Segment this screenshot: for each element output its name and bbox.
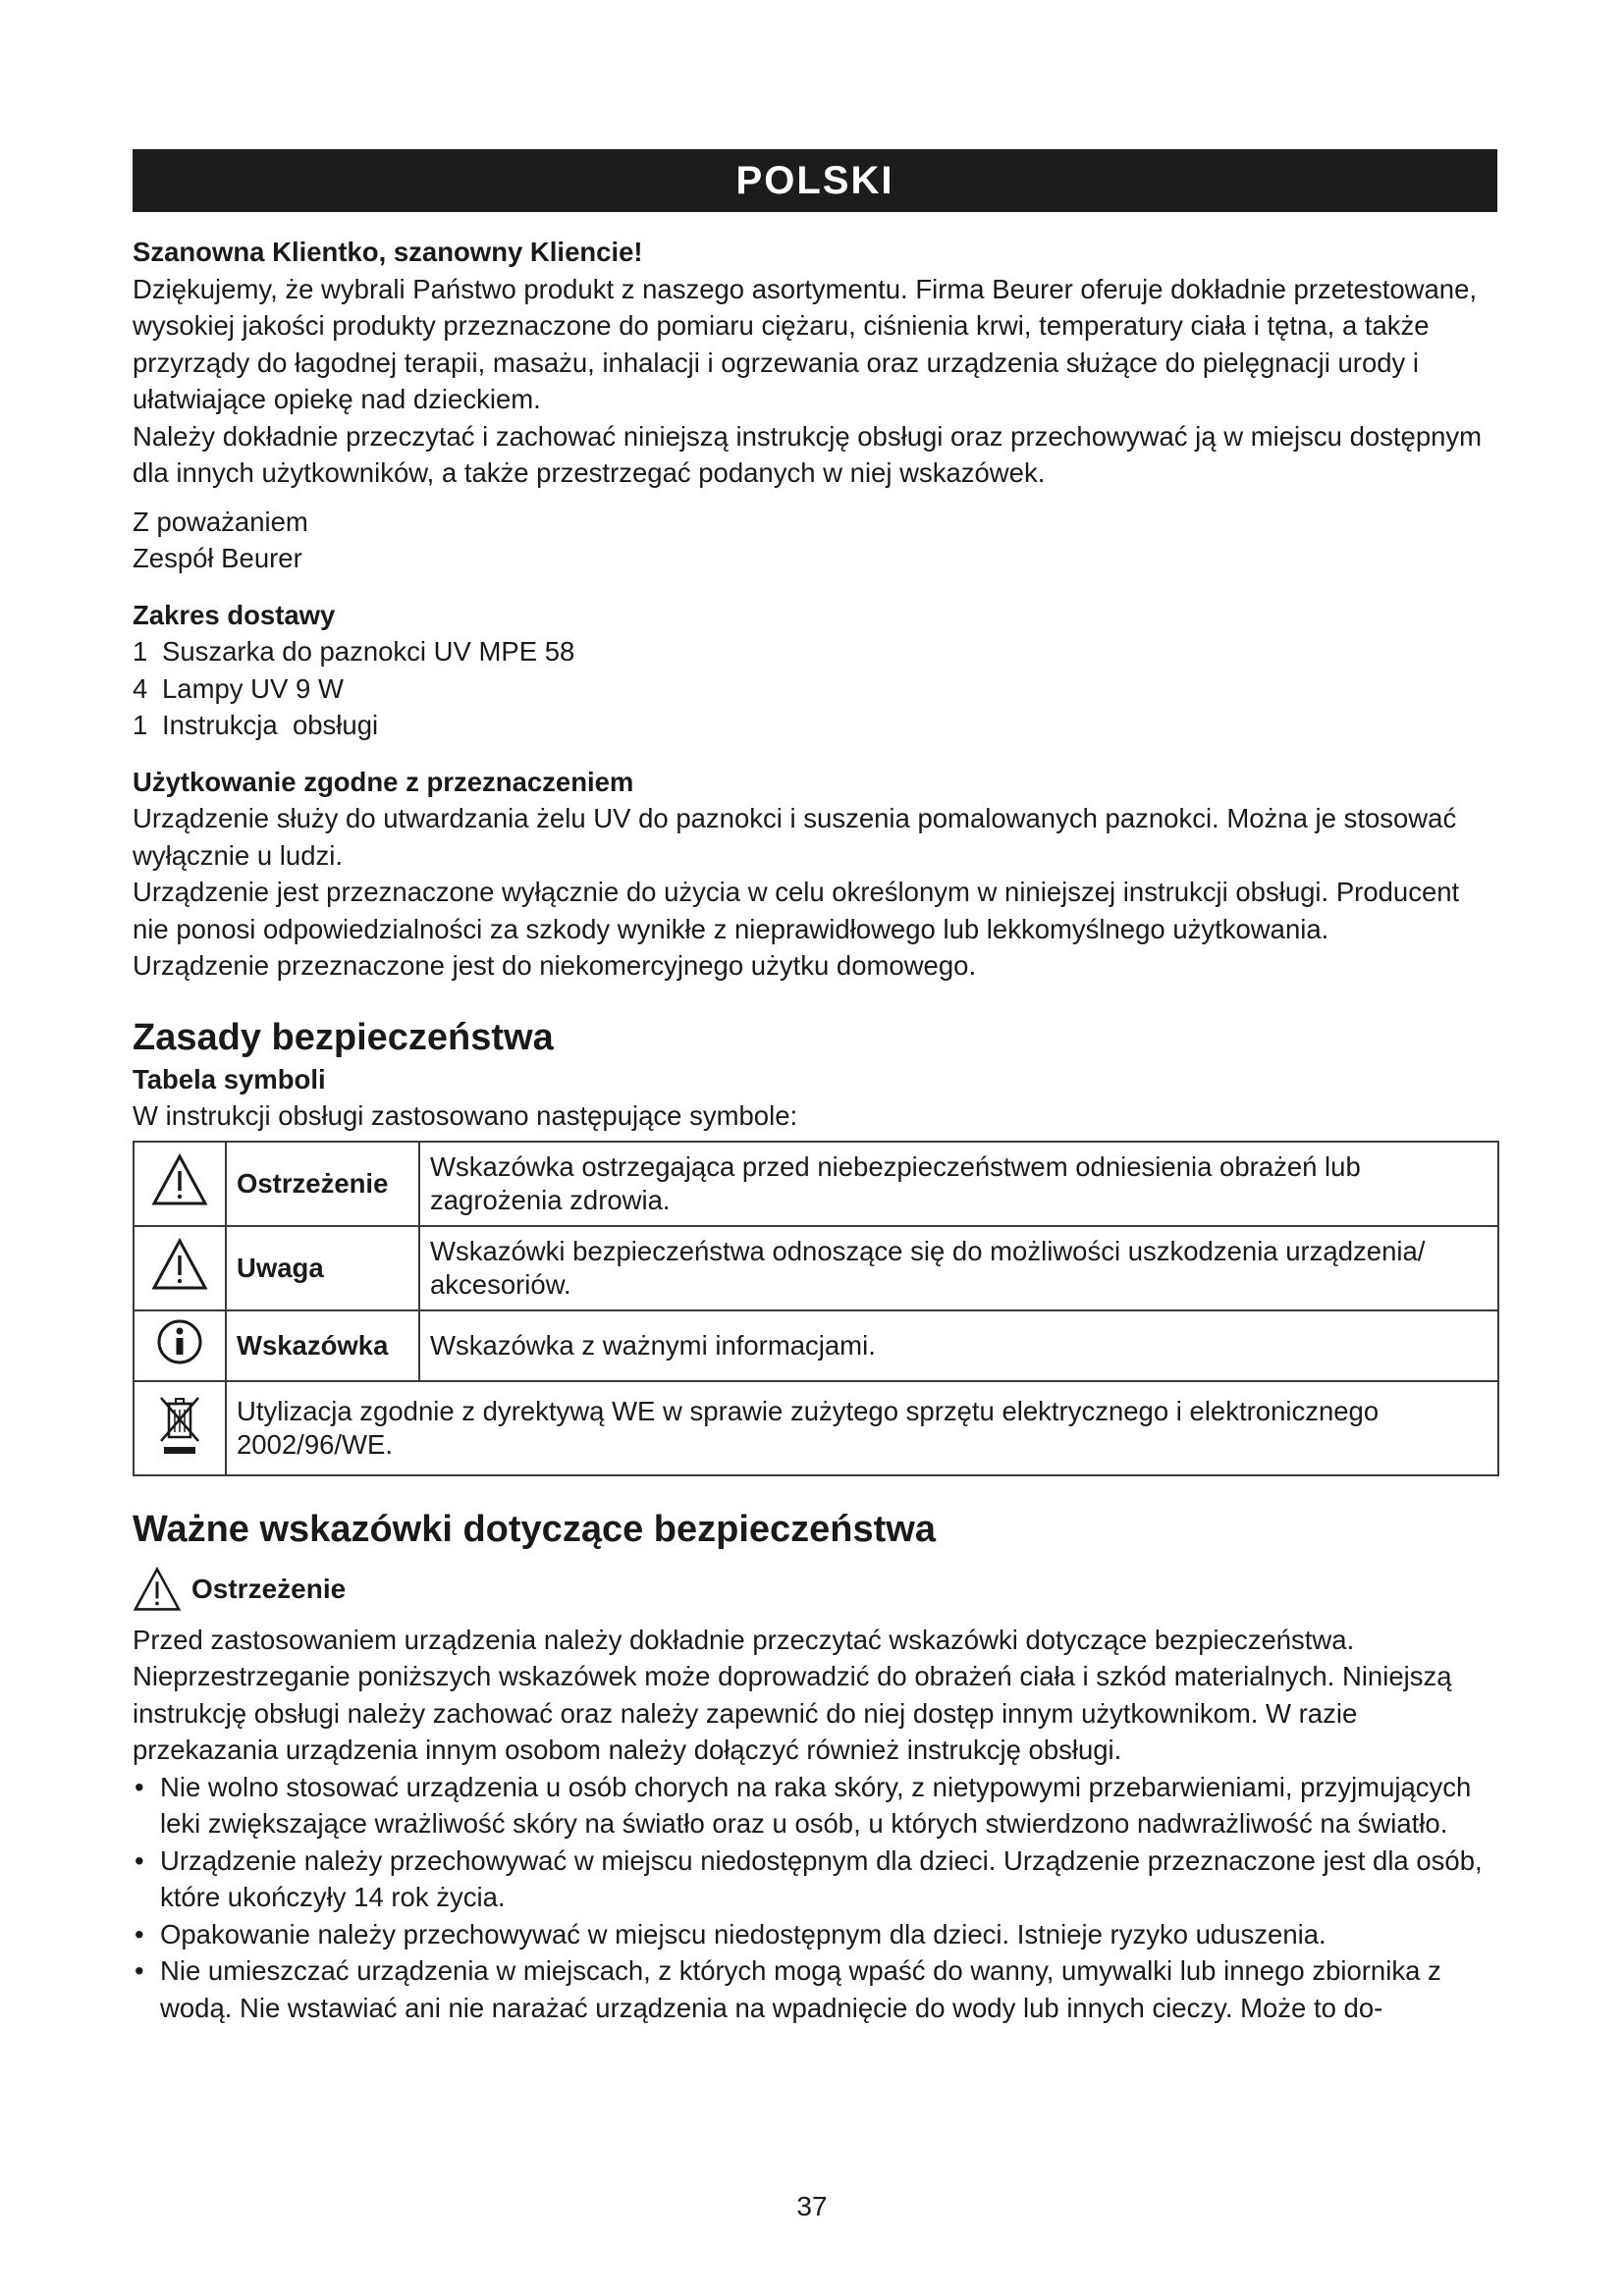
info-icon [155,1317,204,1366]
warning-triangle-icon [151,1153,208,1206]
warning-triangle-icon [151,1238,208,1291]
symbol-label: Ostrzeżenie [226,1142,419,1226]
table-row [134,1142,1498,1226]
delivery-heading: Zakres dostawy [133,599,336,630]
intended-use-paragraph: Urządzenie służy do utwardzania żelu UV do paznokci i suszenia pomalowanych paznokci. Można je stosować wyłącznie u ludzi. [133,803,1457,871]
symbol-description: Wskazówka ostrzegająca przed niebezpieczeństwem odniesienia obrażeń lub zagrożenia zdrowia. [419,1142,1498,1226]
intended-use-paragraph: Urządzenie jest przeznaczone wyłącznie do użycia w celu określonym w niniejszej instrukcji obsługi. Producent nie ponosi odpowiedzialności za szkody wynikłe z nieprawidłowego lub lekkomyślnego użytkowania. [133,877,1460,944]
instructions-paragraph: Należy dokładnie przeczytać i zachować niniejszą instrukcję obsługi oraz przechowywać ją w miejscu dostępnym dla innych użytkowników, a także przestrzegać podanych w niej wskazówek. [133,420,1483,488]
list-item: 1 Suszarka do paznokci UV MPE 58 [133,636,575,667]
table-row [134,1310,1498,1381]
list-item: • Nie wolno stosować urządzenia u osób chorych na raka skóry, z nietypowymi przebarwieniami, przyjmujących leki zwiększające wrażliwość skóry na światło oraz u osób, u których stwierdzono nadwrażliwość na światło. [133,1769,1499,1842]
warning-label: Ostrzeżenie [191,1573,347,1604]
list-item: 4 Lampy UV 9 W [133,672,344,704]
page-number: 37 [796,2191,828,2221]
symbol-description: Wskazówka z ważnymi informacjami. [419,1310,1498,1381]
list-item: 1 Instrukcja obsługi [133,710,379,740]
safety-heading: Zasady bezpieczeństwa [133,1016,554,1058]
salutation: Szanowna Klientko, szanowny Kliencie! [133,237,643,267]
intro-paragraph: Dziękujemy, że wybrali Państwo produkt z naszego asortymentu. Firma Beurer oferuje dokładnie przetestowane, wysokiej jakości produkty przeznaczone do pomiaru ciężaru, ciśnienia krwi, temperatury ciała i tętna, a także przyrządy do łagodnej terapii, masażu, inhalacji i ogrzewania oraz urządzenia służące do pielęgnacji urody i ułatwiające opiekę nad dzieckiem. [133,273,1478,414]
closing-signature: Zespół Beurer [133,543,302,573]
list-item: • Nie umieszczać urządzenia w miejscach, z których mogą wpaść do wanny, umywalki lub innego zbiornika z wodą. Nie wstawiać ani nie narażać urządzenia na wpadnięcie do wody lub innych cieczy. Może to do- [133,1952,1499,2026]
symbol-table-heading: Tabela symboli [133,1063,326,1095]
warning-heading [133,1567,1499,1612]
table-row [134,1226,1498,1310]
symbol-description: Utylizacja zgodnie z dyrektywą WE w sprawie zużytego sprzętu elektrycznego i elektronicznego 2002/96/WE. [226,1381,1498,1475]
intended-use-paragraph: Urządzenie przeznaczone jest do niekomercyjnego użytku domowego. [133,950,977,981]
list-item: • Opakowanie należy przechowywać w miejscu niedostępnym dla dzieci. Istnieje ryzyko uduszenia. [133,1916,1499,1953]
symbol-label: Uwaga [226,1226,419,1310]
safety-bullet-list [133,1769,1499,2027]
warning-triangle-icon [133,1567,182,1612]
table-row [134,1381,1498,1475]
symbol-table-intro: W instrukcji obsługi zastosowano następujące symbole: [133,1100,798,1131]
language-banner [133,149,1497,212]
banner-title: POLSKI [735,158,894,202]
important-safety-heading: Ważne wskazówki dotyczące bezpieczeństwa [133,1508,936,1550]
symbol-table [133,1141,1499,1476]
page-content [133,234,1499,2026]
symbol-description: Wskazówki bezpieczeństwa odnoszące się do możliwości uszkodzenia urządzenia/ akcesoriów. [419,1226,1498,1310]
symbol-label: Wskazówka [226,1310,419,1381]
important-intro: Przed zastosowaniem urządzenia należy dokładnie przeczytać wskazówki dotyczące bezpieczeństwa. Nieprzestrzeganie poniższych wskazówek może doprowadzić do obrażeń ciała i szkód materialnych. Niniejszą instrukcję obsługi należy zachować oraz należy zapewnić do niej dostęp innym użytkownikom. W razie przekazania urządzenia innym osobom należy dołączyć również instrukcję obsługi. [133,1624,1452,1765]
crossed-bin-icon [157,1392,202,1457]
intended-use-heading: Użytkowanie zgodne z przeznaczeniem [133,766,634,797]
list-item: • Urządzenie należy przechowywać w miejscu niedostępnym dla dzieci. Urządzenie przeznaczone jest dla osób, które ukończyły 14 rok życia. [133,1842,1499,1916]
closing-line: Z poważaniem [133,506,308,537]
